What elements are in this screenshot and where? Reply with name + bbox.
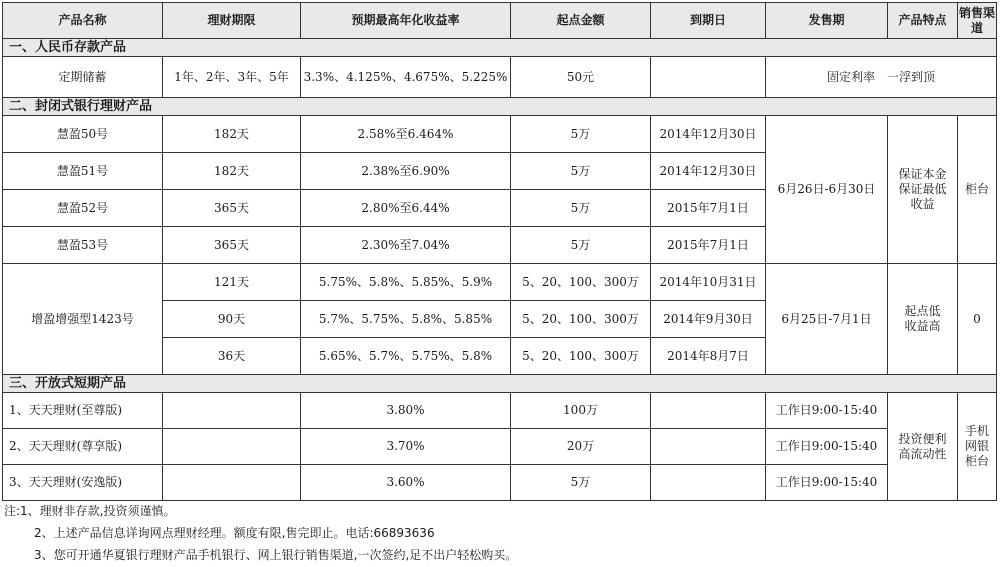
cell-period: 6月25日-7月1日	[766, 264, 888, 375]
cell-maturity	[651, 465, 766, 501]
cell-term	[163, 429, 301, 465]
cell-rate: 3.60%	[301, 465, 511, 501]
cell-period: 6月26日-6月30日	[766, 116, 888, 264]
feature-line: 收益高	[904, 319, 941, 333]
cell-amount: 5、20、100、300万	[511, 301, 651, 338]
cell-feature	[888, 393, 958, 501]
table-row	[3, 465, 997, 501]
table-row	[3, 116, 997, 153]
cell-period: 工作日9:00-15:40	[766, 393, 888, 429]
header-feature: 产品特点	[888, 3, 958, 39]
cell-maturity: 2014年12月30日	[651, 116, 766, 153]
note-line: 2、上述产品信息详询网点理财经理。额度有限,售完即止。电话:66893636	[34, 526, 435, 540]
section-title-closed: 二、封闭式银行理财产品	[3, 98, 997, 116]
feature-line: 保证本金	[898, 167, 947, 181]
header-term: 理财期限	[163, 3, 301, 39]
cell-rate: 5.7%、5.75%、5.8%、5.85%	[301, 301, 511, 338]
product-table	[2, 2, 997, 501]
table-row	[3, 264, 997, 301]
channel-line: 柜台	[964, 454, 989, 468]
cell-term: 36天	[163, 338, 301, 375]
cell-rate: 3.70%	[301, 429, 511, 465]
cell-channel: 0	[958, 264, 997, 375]
table-row	[3, 393, 997, 429]
cell-maturity	[651, 393, 766, 429]
header-name: 产品名称	[3, 3, 163, 39]
feature-line: 投资便利	[898, 431, 947, 446]
section-title-deposit: 一、人民币存款产品	[3, 39, 997, 57]
section-row	[3, 375, 997, 393]
cell-name: 1、天天理财(至尊版)	[3, 393, 163, 429]
cell-feature	[888, 264, 958, 375]
cell-amount: 100万	[511, 393, 651, 429]
feature-line: 高流动性	[898, 446, 947, 461]
section-row	[3, 98, 997, 116]
cell-maturity: 2014年10月31日	[651, 264, 766, 301]
table-row	[3, 429, 997, 465]
cell-maturity: 2014年9月30日	[651, 301, 766, 338]
header-rate: 预期最高年化收益率	[301, 3, 511, 39]
cell-term: 182天	[163, 153, 301, 190]
cell-amount: 20万	[511, 429, 651, 465]
feature-line: 保证最低	[898, 182, 947, 196]
cell-amount: 5、20、100、300万	[511, 264, 651, 301]
feature-line: 收益	[910, 197, 935, 211]
header-amount: 起点金额	[511, 3, 651, 39]
section-row	[3, 39, 997, 57]
cell-feature: 固定利率 一浮到顶	[766, 57, 997, 98]
header-maturity: 到期日	[651, 3, 766, 39]
cell-amount: 5万	[511, 153, 651, 190]
cell-maturity: 2015年7月1日	[651, 227, 766, 264]
cell-amount: 5万	[511, 227, 651, 264]
cell-term: 121天	[163, 264, 301, 301]
feature-line: 起点低	[904, 304, 941, 318]
cell-rate: 5.75%、5.8%、5.85%、5.9%	[301, 264, 511, 301]
cell-name: 慧盈53号	[3, 227, 163, 264]
cell-term	[163, 393, 301, 429]
cell-term: 1年、2年、3年、5年	[163, 57, 301, 98]
cell-name: 定期储蓄	[3, 57, 163, 98]
cell-rate: 5.65%、5.7%、5.75%、5.8%	[301, 338, 511, 375]
cell-term: 90天	[163, 301, 301, 338]
cell-amount: 5万	[511, 190, 651, 227]
cell-name: 2、天天理财(尊享版)	[3, 429, 163, 465]
note-line: 3、您可开通华夏银行理财产品手机银行、网上银行销售渠道,一次签约,足不出户轻松购买。	[34, 548, 518, 562]
cell-name: 慧盈50号	[3, 116, 163, 153]
cell-period: 工作日9:00-15:40	[766, 429, 888, 465]
header-channel: 销售渠道	[958, 3, 997, 39]
cell-amount: 5万	[511, 116, 651, 153]
cell-amount: 5、20、100、300万	[511, 338, 651, 375]
cell-term: 182天	[163, 116, 301, 153]
cell-maturity: 2015年7月1日	[651, 190, 766, 227]
cell-maturity	[651, 429, 766, 465]
cell-period: 工作日9:00-15:40	[766, 465, 888, 501]
cell-name: 增盈增强型1423号	[3, 264, 163, 375]
cell-name: 3、天天理财(安逸版)	[3, 465, 163, 501]
cell-term: 365天	[163, 190, 301, 227]
channel-line: 网银	[964, 439, 989, 453]
cell-rate: 3.3%、4.125%、4.675%、5.225%	[301, 57, 511, 98]
table-row	[3, 57, 997, 98]
cell-rate: 2.38%至6.90%	[301, 153, 511, 190]
cell-rate: 3.80%	[301, 393, 511, 429]
cell-maturity	[651, 57, 766, 98]
cell-channel	[958, 393, 997, 501]
notes	[4, 500, 517, 566]
cell-maturity: 2014年8月7日	[651, 338, 766, 375]
cell-rate: 2.80%至6.44%	[301, 190, 511, 227]
cell-rate: 2.58%至6.464%	[301, 116, 511, 153]
cell-term	[163, 465, 301, 501]
cell-term: 365天	[163, 227, 301, 264]
header-period: 发售期	[766, 3, 888, 39]
cell-channel: 柜台	[958, 116, 997, 264]
cell-maturity: 2014年12月30日	[651, 153, 766, 190]
cell-feature	[888, 116, 958, 264]
section-title-open: 三、开放式短期产品	[3, 375, 997, 393]
cell-name: 慧盈51号	[3, 153, 163, 190]
header-row	[3, 3, 997, 39]
note-line: 注:1、理财非存款,投资须谨慎。	[4, 504, 176, 518]
cell-name: 慧盈52号	[3, 190, 163, 227]
cell-rate: 2.30%至7.04%	[301, 227, 511, 264]
channel-line: 手机	[964, 424, 989, 438]
cell-amount: 50元	[511, 57, 651, 98]
cell-amount: 5万	[511, 465, 651, 501]
